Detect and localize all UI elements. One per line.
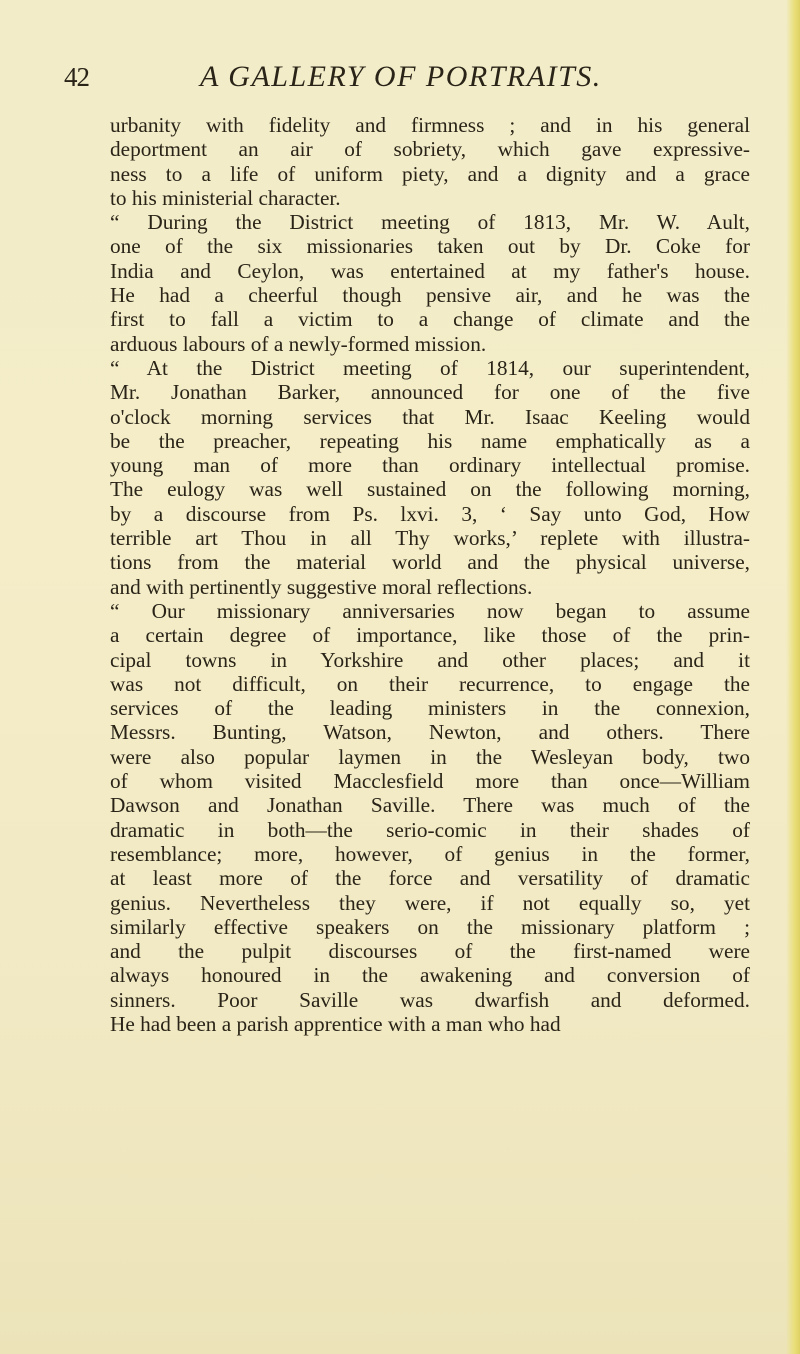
text-line: first to fall a victim to a change of climate and the (110, 307, 750, 332)
text-line: young man of more than ordinary intellectual promise. (110, 453, 750, 478)
text-line: tions from the material world and the physical universe, (110, 550, 750, 575)
body-text (110, 113, 750, 1036)
page-number: 42 (64, 62, 89, 92)
text-line: ness to a life of uniform piety, and a dignity and a grace (110, 161, 750, 186)
text-line: Dawson and Jonathan Saville. There was much of the (110, 793, 750, 818)
text-line: He had a cheerful though pensive air, and he was the (110, 283, 750, 308)
text-line: resemblance; more, however, of genius in the former, (110, 841, 750, 866)
text-line: at least more of the force and versatility of dramatic (110, 866, 750, 891)
text-line: o'clock morning services that Mr. Isaac Keeling would (110, 404, 750, 429)
text-line: deportment an air of sobriety, which gave expressive- (110, 137, 750, 162)
text-line: Mr. Jonathan Barker, announced for one of the five (110, 380, 750, 405)
page-edge (786, 0, 800, 1354)
text-line: services of the leading ministers in the connexion, (110, 696, 750, 721)
text-line: terrible art Thou in all Thy works,’ replete with illustra- (110, 526, 750, 551)
text-line: always honoured in the awakening and conversion of (110, 963, 750, 988)
text-line: and the pulpit discourses of the first-named were (110, 939, 750, 964)
text-line: and with pertinently suggestive moral reflections. (110, 574, 533, 599)
page-header (64, 60, 750, 100)
text-line: urbanity with fidelity and firmness ; and in his general (110, 113, 750, 137)
text-line: “ Our missionary anniversaries now began to assume (110, 598, 750, 623)
text-line: India and Ceylon, was entertained at my father's house. (110, 258, 750, 283)
text-line: arduous labours of a newly-formed mission. (110, 331, 487, 356)
text-line: was not difficult, on their recurrence, to engage the (110, 671, 750, 696)
text-line: Messrs. Bunting, Watson, Newton, and others. There (110, 720, 750, 745)
text-line: cipal towns in Yorkshire and other places; and it (110, 647, 750, 672)
text-line: to his ministerial character. (110, 185, 341, 210)
text-line: were also popular laymen in the Wesleyan body, two (110, 744, 750, 769)
text-line: genius. Nevertheless they were, if not equally so, yet (110, 890, 750, 915)
text-line: sinners. Poor Saville was dwarfish and deformed. (110, 987, 750, 1012)
text-line: a certain degree of importance, like those of the prin- (110, 623, 750, 648)
text-line: of whom visited Macclesfield more than once—William (110, 769, 750, 794)
text-line: dramatic in both—the serio-comic in their shades of (110, 817, 750, 842)
text-line: He had been a parish apprentice with a man who had (110, 1011, 561, 1036)
running-title: A GALLERY OF PORTRAITS. (200, 60, 602, 93)
text-line: The eulogy was well sustained on the following morning, (110, 477, 750, 502)
text-line: by a discourse from Ps. lxvi. 3, ‘ Say unto God, How (110, 501, 750, 526)
text-line: one of the six missionaries taken out by Dr. Coke for (110, 234, 750, 259)
text-line: similarly effective speakers on the missionary platform ; (110, 914, 750, 939)
text-line: “ During the District meeting of 1813, Mr. W. Ault, (110, 210, 750, 235)
text-line: “ At the District meeting of 1814, our superintendent, (110, 355, 750, 380)
text-line: be the preacher, repeating his name emphatically as a (110, 428, 750, 453)
